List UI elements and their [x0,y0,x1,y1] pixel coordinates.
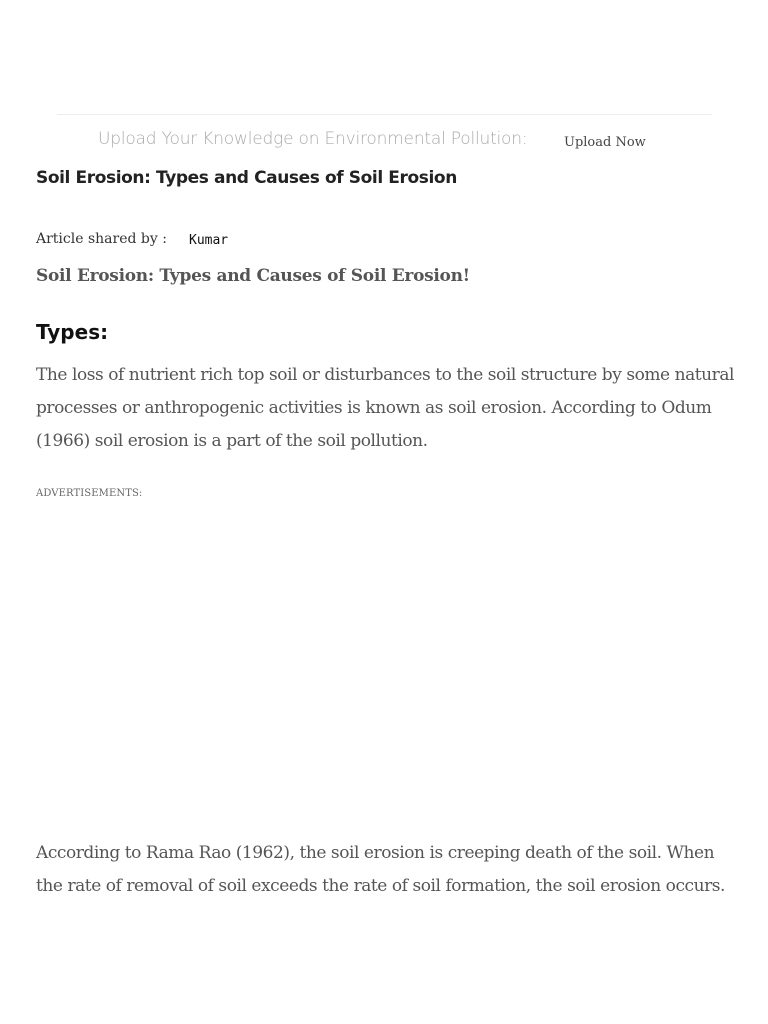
header-divider [57,114,712,115]
upload-bar [98,129,698,155]
page-title: Soil Erosion: Types and Causes of Soil Erosion [36,168,457,188]
advertisement-slot [36,510,736,810]
article-lead: Soil Erosion: Types and Causes of Soil Erosion! [36,266,470,286]
article-paragraph: According to Rama Rao (1962), the soil erosion is creeping death of the soil. When the rate of removal of soil exceeds the rate of soil formation, the soil erosion occurs. [36,843,725,896]
author-link[interactable]: Kumar [189,233,229,248]
section-heading-types: Types: [36,320,109,344]
upload-now-link[interactable]: Upload Now [564,135,646,150]
upload-prompt: Upload Your Knowledge on Environmental Pollution: [98,129,528,149]
advertisements-label: ADVERTISEMENTS: [36,488,143,499]
byline-label: Article shared by : [36,231,167,247]
article-paragraph: The loss of nutrient rich top soil or disturbances to the soil structure by some natural processes or anthropogenic activities is known as soil erosion. According to Odum (1966) soil erosion is a part of the soil pollution. [36,365,735,451]
